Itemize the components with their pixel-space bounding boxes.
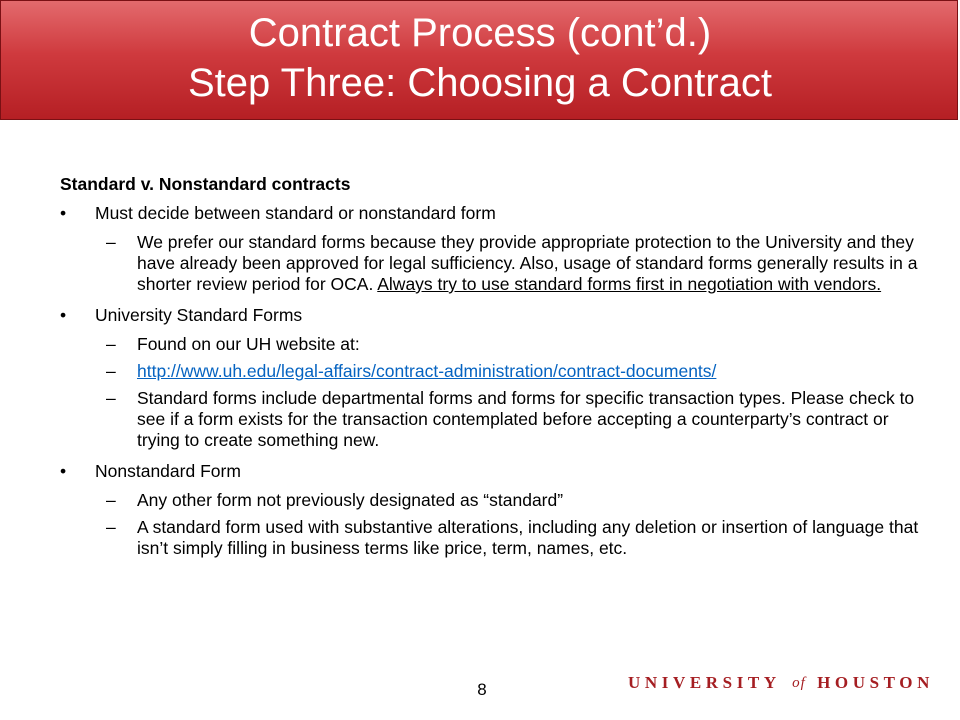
page-number: 8 bbox=[477, 680, 487, 699]
bullet-nonstandard-form bbox=[60, 461, 920, 482]
subitem-text: A standard form used with substantive alterations, including any deletion or insertion of language that isn’t simply filling in business terms like price, term, names, etc. bbox=[137, 517, 919, 558]
university-logo bbox=[628, 673, 934, 693]
bullet-marker: • bbox=[60, 305, 67, 325]
bullet-standard-forms bbox=[60, 305, 920, 326]
dash-marker: – bbox=[106, 388, 116, 408]
subitem-text: We prefer our standard forms because they provide appropriate protection to the University and they have already been approved for legal sufficiency. Also, usage of standard forms generally results in a shorter review period for OCA. bbox=[137, 232, 918, 294]
subitem-link bbox=[60, 361, 920, 382]
logo-word-houston: HOUSTON bbox=[817, 673, 934, 692]
subitem-text: Any other form not previously designated as “standard” bbox=[137, 490, 564, 510]
title-line-2: Step Three: Choosing a Contract bbox=[187, 61, 773, 105]
dash-marker: – bbox=[106, 334, 116, 354]
dash-marker: – bbox=[106, 490, 116, 510]
bullet-text: University Standard Forms bbox=[95, 305, 303, 325]
slide-title bbox=[0, 8, 960, 108]
subitem-prefer-standard bbox=[60, 232, 920, 295]
dash-marker: – bbox=[106, 361, 116, 381]
subitem-other-form bbox=[60, 490, 920, 511]
subitem-found-on-website bbox=[60, 334, 920, 355]
bullet-decide-form bbox=[60, 203, 920, 224]
bullet-marker: • bbox=[60, 461, 67, 481]
subitem-form-types bbox=[60, 388, 920, 451]
contract-documents-link[interactable]: http://www.uh.edu/legal-affairs/contract-administration/contract-documents/ bbox=[137, 361, 717, 381]
logo-word-university: UNIVERSITY bbox=[628, 673, 781, 692]
subitem-altered-form bbox=[60, 517, 920, 559]
bullet-marker: • bbox=[60, 203, 67, 223]
underlined-advice: Always try to use standard forms first in negotiation with vendors. bbox=[377, 274, 882, 294]
dash-marker: – bbox=[106, 232, 116, 252]
slide-body bbox=[60, 174, 920, 565]
title-line-1: Contract Process (cont’d.) bbox=[248, 11, 712, 55]
subitem-text: Standard forms include departmental forms and forms for specific transaction types. Please check to see if a form exists for the transaction contemplated before accepting a counterparty’s contract or trying to create something new. bbox=[137, 388, 915, 450]
subitem-text: Found on our UH website at: bbox=[137, 334, 360, 354]
bullet-text: Nonstandard Form bbox=[95, 461, 241, 481]
section-heading: Standard v. Nonstandard contracts bbox=[60, 174, 351, 194]
logo-word-of: of bbox=[792, 674, 806, 691]
bullet-text: Must decide between standard or nonstandard form bbox=[95, 203, 496, 223]
dash-marker: – bbox=[106, 517, 116, 537]
